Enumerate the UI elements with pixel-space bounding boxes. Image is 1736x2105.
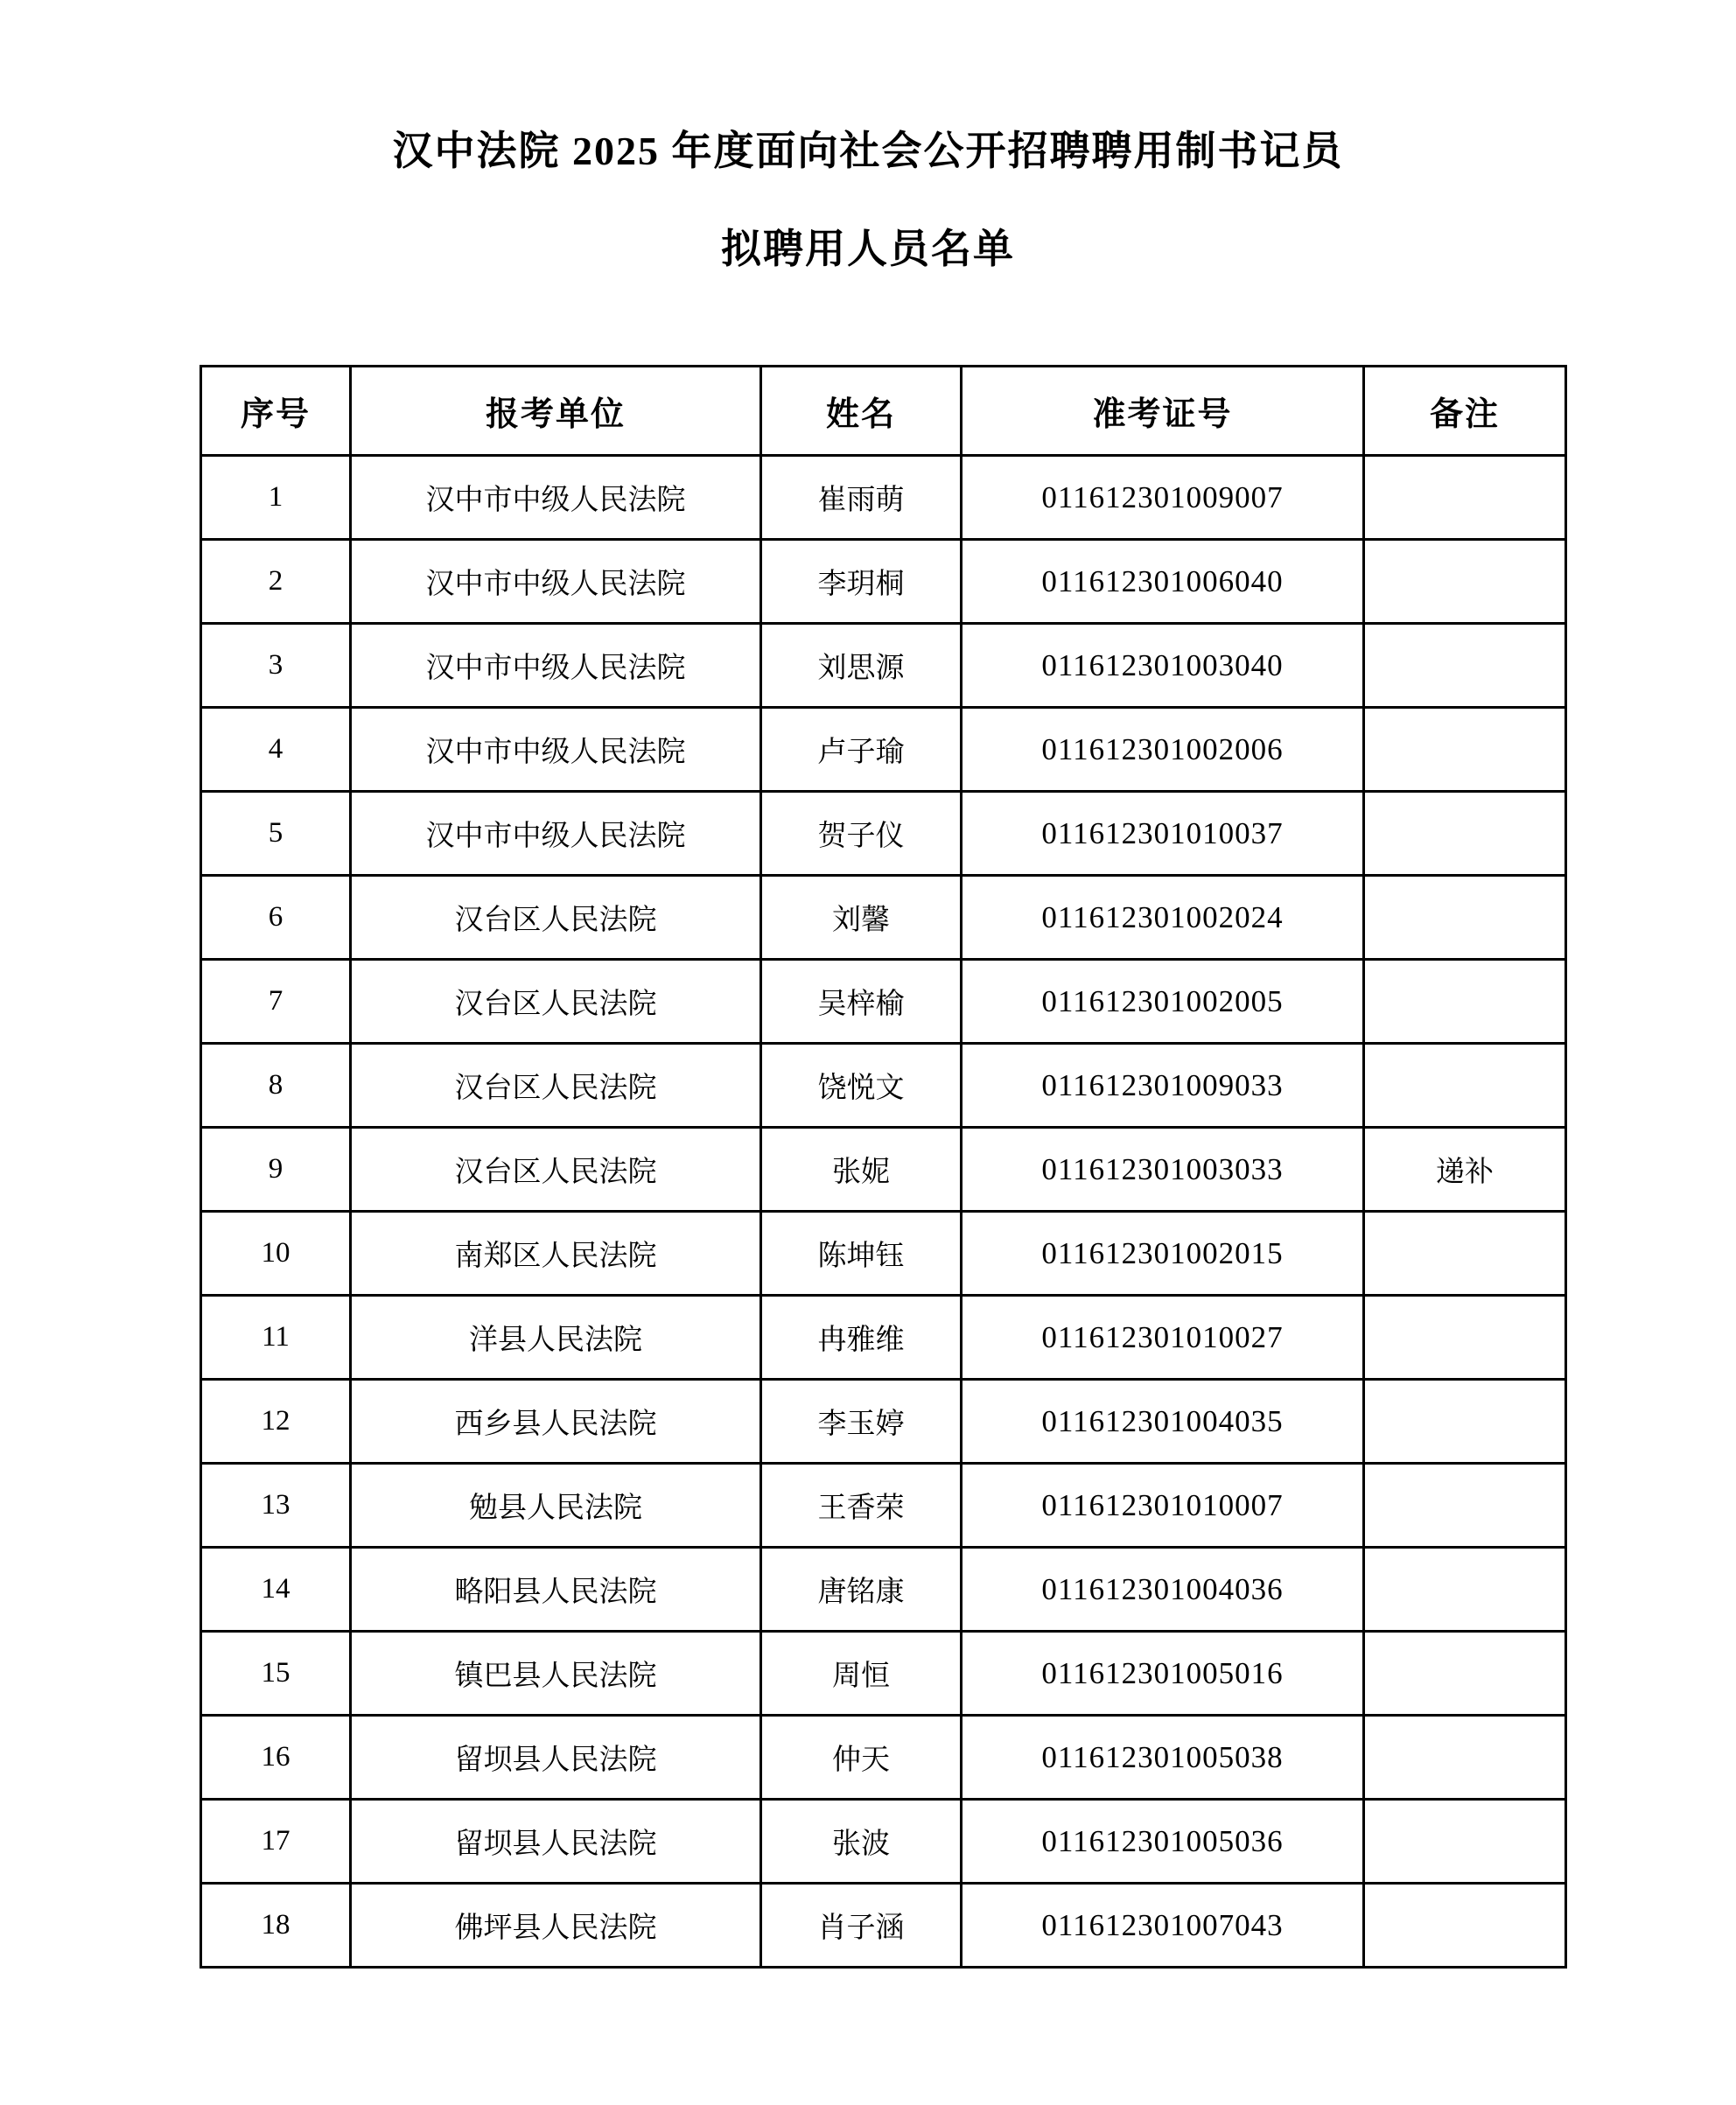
remark-cell: 递补 (1364, 1128, 1566, 1212)
name-cell: 刘思源 (761, 624, 962, 708)
table-header-row (201, 367, 1566, 456)
unit-cell: 西乡县人民法院 (351, 1380, 761, 1464)
unit-cell: 镇巴县人民法院 (351, 1632, 761, 1716)
row-index-cell: 11 (201, 1296, 351, 1380)
ticket-number-cell: 011612301010027 (962, 1296, 1364, 1380)
ticket-number-cell: 011612301009007 (962, 456, 1364, 540)
unit-cell: 汉台区人民法院 (351, 1128, 761, 1212)
row-index-cell: 8 (201, 1044, 351, 1128)
table-row (201, 1044, 1566, 1128)
unit-cell: 佛坪县人民法院 (351, 1884, 761, 1968)
unit-cell: 留坝县人民法院 (351, 1716, 761, 1800)
unit-cell: 汉中市中级人民法院 (351, 540, 761, 624)
remark-cell (1364, 1884, 1566, 1968)
row-index-cell: 9 (201, 1128, 351, 1212)
table-row (201, 1128, 1566, 1212)
name-cell: 李玥桐 (761, 540, 962, 624)
row-index-cell: 2 (201, 540, 351, 624)
name-cell: 刘馨 (761, 876, 962, 960)
ticket-number-cell: 011612301004035 (962, 1380, 1364, 1464)
table-row (201, 876, 1566, 960)
table-row (201, 708, 1566, 792)
unit-cell: 留坝县人民法院 (351, 1800, 761, 1884)
unit-cell: 洋县人民法院 (351, 1296, 761, 1380)
ticket-number-cell: 011612301006040 (962, 540, 1364, 624)
name-cell: 陈坤钰 (761, 1212, 962, 1296)
remark-cell (1364, 1632, 1566, 1716)
ticket-number-cell: 011612301002024 (962, 876, 1364, 960)
name-cell: 贺子仪 (761, 792, 962, 876)
name-cell: 周恒 (761, 1632, 962, 1716)
row-index-cell: 13 (201, 1464, 351, 1548)
table-row (201, 960, 1566, 1044)
ticket-number-cell: 011612301010007 (962, 1464, 1364, 1548)
row-index-cell: 7 (201, 960, 351, 1044)
table-row (201, 1464, 1566, 1548)
remark-cell (1364, 1212, 1566, 1296)
ticket-number-cell: 011612301004036 (962, 1548, 1364, 1632)
remark-cell (1364, 540, 1566, 624)
ticket-number-cell: 011612301003040 (962, 624, 1364, 708)
name-cell: 仲天 (761, 1716, 962, 1800)
name-cell: 饶悦文 (761, 1044, 962, 1128)
row-index-cell: 14 (201, 1548, 351, 1632)
remark-cell (1364, 1380, 1566, 1464)
row-index-cell: 4 (201, 708, 351, 792)
ticket-number-cell: 011612301002005 (962, 960, 1364, 1044)
ticket-number-cell: 011612301002006 (962, 708, 1364, 792)
unit-cell: 勉县人民法院 (351, 1464, 761, 1548)
row-index-cell: 12 (201, 1380, 351, 1464)
ticket-number-cell: 011612301005016 (962, 1632, 1364, 1716)
table-body (201, 456, 1566, 1968)
remark-cell (1364, 1044, 1566, 1128)
name-cell: 崔雨萌 (761, 456, 962, 540)
table-row (201, 1632, 1566, 1716)
header-ticket-number: 准考证号 (962, 367, 1364, 456)
ticket-number-cell: 011612301009033 (962, 1044, 1364, 1128)
ticket-number-cell: 011612301005038 (962, 1716, 1364, 1800)
remark-cell (1364, 876, 1566, 960)
row-index-cell: 17 (201, 1800, 351, 1884)
header-remark: 备注 (1364, 367, 1566, 456)
ticket-number-cell: 011612301003033 (962, 1128, 1364, 1212)
remark-cell (1364, 1548, 1566, 1632)
hire-roster-table (200, 365, 1567, 1969)
unit-cell: 略阳县人民法院 (351, 1548, 761, 1632)
ticket-number-cell: 011612301002015 (962, 1212, 1364, 1296)
unit-cell: 汉中市中级人民法院 (351, 624, 761, 708)
document-title-line2: 拟聘用人员名单 (721, 227, 1015, 271)
remark-cell (1364, 1716, 1566, 1800)
ticket-number-cell: 011612301005036 (962, 1800, 1364, 1884)
unit-cell: 汉台区人民法院 (351, 876, 761, 960)
document-title-line1: 汉中法院 2025 年度面向社会公开招聘聘用制书记员 (392, 129, 1344, 173)
row-index-cell: 10 (201, 1212, 351, 1296)
row-index-cell: 16 (201, 1716, 351, 1800)
remark-cell (1364, 1800, 1566, 1884)
table-row (201, 792, 1566, 876)
row-index-cell: 1 (201, 456, 351, 540)
table-row (201, 1716, 1566, 1800)
name-cell: 卢子瑜 (761, 708, 962, 792)
ticket-number-cell: 011612301010037 (962, 792, 1364, 876)
table-row (201, 540, 1566, 624)
table-row (201, 624, 1566, 708)
remark-cell (1364, 1464, 1566, 1548)
unit-cell: 汉台区人民法院 (351, 1044, 761, 1128)
remark-cell (1364, 960, 1566, 1044)
name-cell: 王香荣 (761, 1464, 962, 1548)
remark-cell (1364, 1296, 1566, 1380)
unit-cell: 汉中市中级人民法院 (351, 456, 761, 540)
table-row (201, 1548, 1566, 1632)
row-index-cell: 6 (201, 876, 351, 960)
table-row (201, 1296, 1566, 1380)
name-cell: 张妮 (761, 1128, 962, 1212)
remark-cell (1364, 708, 1566, 792)
header-name: 姓名 (761, 367, 962, 456)
remark-cell (1364, 624, 1566, 708)
table-row (201, 1884, 1566, 1968)
table-row (201, 1212, 1566, 1296)
name-cell: 张波 (761, 1800, 962, 1884)
unit-cell: 汉中市中级人民法院 (351, 792, 761, 876)
header-index: 序号 (201, 367, 351, 456)
row-index-cell: 5 (201, 792, 351, 876)
name-cell: 肖子涵 (761, 1884, 962, 1968)
unit-cell: 南郑区人民法院 (351, 1212, 761, 1296)
name-cell: 唐铭康 (761, 1548, 962, 1632)
row-index-cell: 3 (201, 624, 351, 708)
unit-cell: 汉台区人民法院 (351, 960, 761, 1044)
table-row (201, 1380, 1566, 1464)
remark-cell (1364, 456, 1566, 540)
row-index-cell: 15 (201, 1632, 351, 1716)
name-cell: 李玉婷 (761, 1380, 962, 1464)
name-cell: 吴梓榆 (761, 960, 962, 1044)
remark-cell (1364, 792, 1566, 876)
table-row (201, 1800, 1566, 1884)
row-index-cell: 18 (201, 1884, 351, 1968)
ticket-number-cell: 011612301007043 (962, 1884, 1364, 1968)
name-cell: 冉雅维 (761, 1296, 962, 1380)
header-unit: 报考单位 (351, 367, 761, 456)
unit-cell: 汉中市中级人民法院 (351, 708, 761, 792)
table-row (201, 456, 1566, 540)
